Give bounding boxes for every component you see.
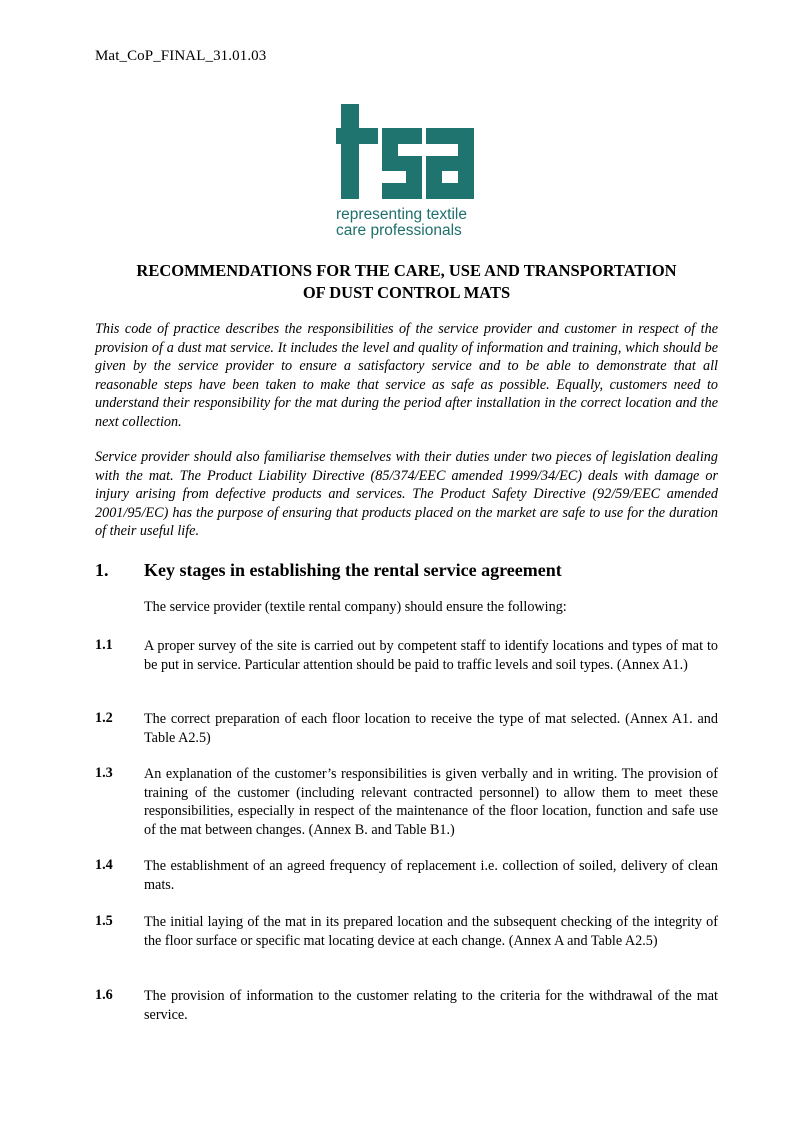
section-lead: The service provider (textile rental company) should ensure the following: [144, 599, 567, 615]
item-text: The initial laying of the mat in its prepared location and the subsequent checking of the integrity of the floor surface or specific mat locating device at each change. (Annex A and Table A2.5) [144, 914, 718, 949]
tsa-logo-mark [336, 104, 486, 204]
title-line-1: RECOMMENDATIONS FOR THE CARE, USE AND TRANSPORTATION [136, 261, 677, 280]
logo-tagline-line1: representing textile [336, 206, 467, 223]
item-number: 1.2 [95, 710, 113, 726]
intro-paragraph-1: This code of practice describes the responsibilities of the service provider and customer in respect of the provision of a dust mat service. It includes the level and quality of information and training, which should be given by the service provider to ensure a satisfactory service and to be able to demonstrate that all reasonable steps have been taken to make that service as safe as possible. Equally, customers need to understand their responsibility for the mat during the period after installation in the correct location and the next collection. [95, 321, 718, 430]
title-line-2: OF DUST CONTROL MATS [302, 283, 511, 302]
section-number: 1. [95, 560, 109, 580]
item-number: 1.4 [95, 857, 113, 873]
document-title [95, 260, 718, 304]
item-number: 1.5 [95, 913, 113, 929]
item-number: 1.3 [95, 765, 113, 781]
item-number: 1.6 [95, 987, 113, 1003]
item-text: The correct preparation of each floor location to receive the type of mat selected. (Annex A1. and Table A2.5) [144, 711, 718, 746]
section-title: Key stages in establishing the rental service agreement [144, 560, 562, 580]
intro-paragraph-2: Service provider should also familiarise themselves with their duties under two pieces of legislation dealing with the mat. The Product Liability Directive (85/374/EEC amended 1999/34/EC) deals with damage or injury arising from defective products and services. The Product Safety Directive (92/59/EEC amended 2001/95/EC) has the purpose of ensuring that products placed on the market are safe to use for the duration of their useful life. [95, 449, 718, 540]
tsa-logo [336, 104, 486, 244]
item-text: A proper survey of the site is carried out by competent staff to identify locations and types of mat to be put in service. Particular attention should be paid to traffic levels and soil types. (Annex A1.) [144, 638, 718, 673]
item-text: An explanation of the customer’s responsibilities is given verbally and in writing. The provision of training of the customer (including relevant contracted personnel) to allow them to meet these responsibilities, especially in respect of the maintenance of the floor location, function and safe use of the mat between changes. (Annex B. and Table B1.) [144, 766, 718, 838]
item-text: The establishment of an agreed frequency of replacement i.e. collection of soiled, delivery of clean mats. [144, 858, 718, 893]
item-text: The provision of information to the customer relating to the criteria for the withdrawal of the mat service. [144, 988, 718, 1023]
logo-tagline-line2: care professionals [336, 222, 462, 239]
document-reference: Mat_CoP_FINAL_31.01.03 [95, 48, 267, 64]
item-number: 1.1 [95, 637, 113, 653]
